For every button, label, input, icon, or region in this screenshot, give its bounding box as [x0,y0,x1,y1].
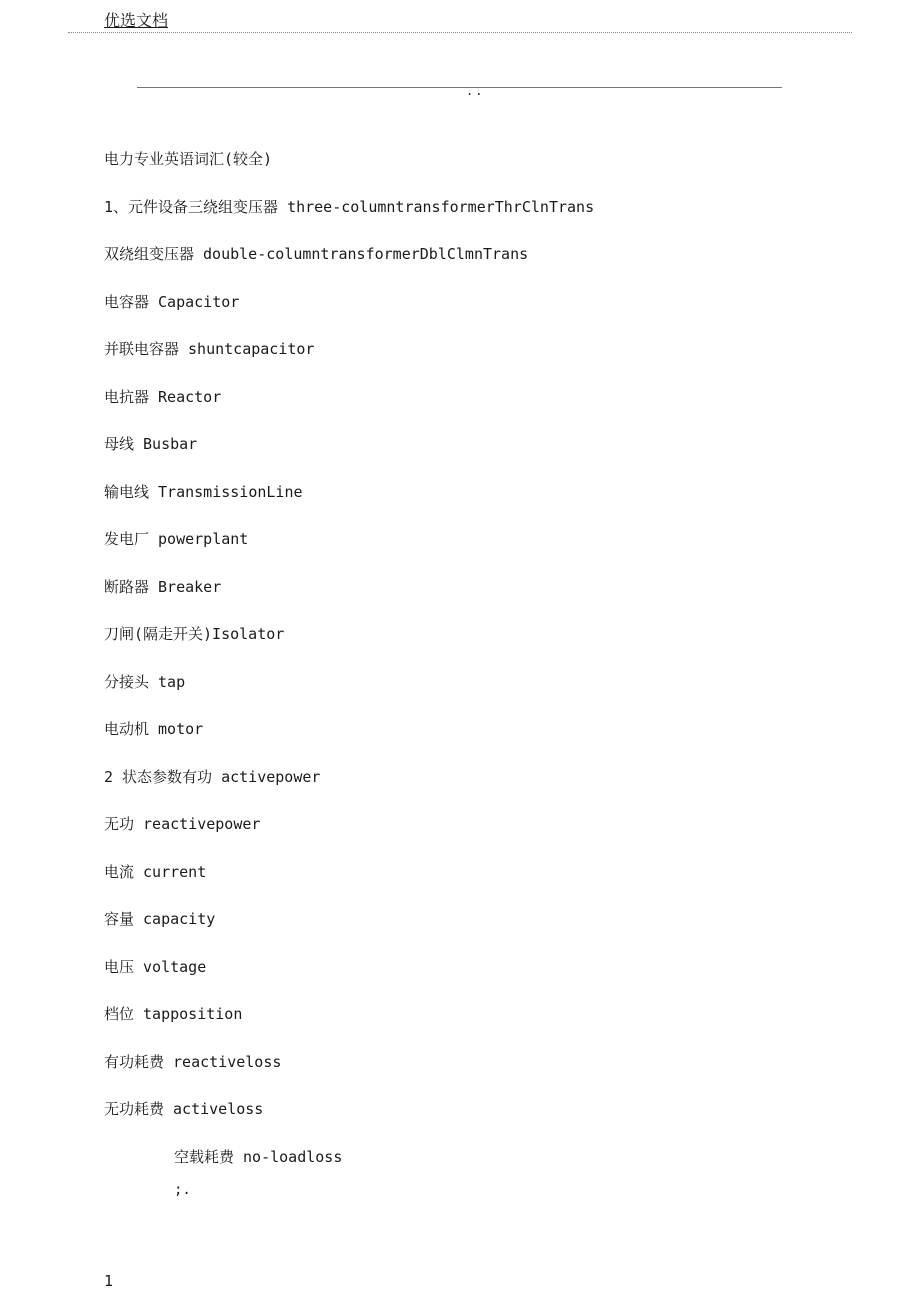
document-title: 电力专业英语词汇(较全) [104,150,273,168]
term-line: 容量 capacity [104,910,216,928]
term-line: 刀闸(隔走开关)Isolator [104,625,285,643]
sub-header-marks: .. [466,84,485,98]
page-number: 1 [104,1272,114,1290]
term-line: 断路器 Breaker [104,577,222,596]
tail-marks: ;. [174,1182,191,1198]
term-line: 电动机 motor [104,720,204,738]
term-line: 电抗器 Reactor [104,387,222,406]
term-line: 并联电容器 shuntcapacitor [104,340,315,358]
term-line: 发电厂 powerplant [104,530,249,548]
term-line: 1、元件设备三绕组变压器 three-columntransformerThrClnTrans [104,197,595,216]
term-line: 输电线 TransmissionLine [104,482,303,501]
term-line: 分接头 tap [104,672,186,691]
term-line-indented: 空载耗费 no-loadloss [174,1147,343,1166]
header-label: 优选文档 [104,11,169,30]
term-line: 2 状态参数有功 activepower [104,767,321,786]
header-divider [68,32,852,33]
term-line: 双绕组变压器 double-columntransformerDblClmnTrans [104,245,529,263]
term-line: 电压 voltage [104,957,207,976]
document-body [104,146,864,1191]
term-line: 电流 current [104,862,207,881]
term-line: 母线 Busbar [104,435,198,453]
term-line: 有功耗费 reactiveloss [104,1052,282,1071]
term-line: 无功 reactivepower [104,815,261,833]
term-line: 档位 tapposition [104,1005,243,1023]
term-line: 无功耗费 activeloss [104,1100,264,1118]
term-line: 电容器 Capacitor [104,292,240,311]
sub-header-divider [137,87,782,88]
